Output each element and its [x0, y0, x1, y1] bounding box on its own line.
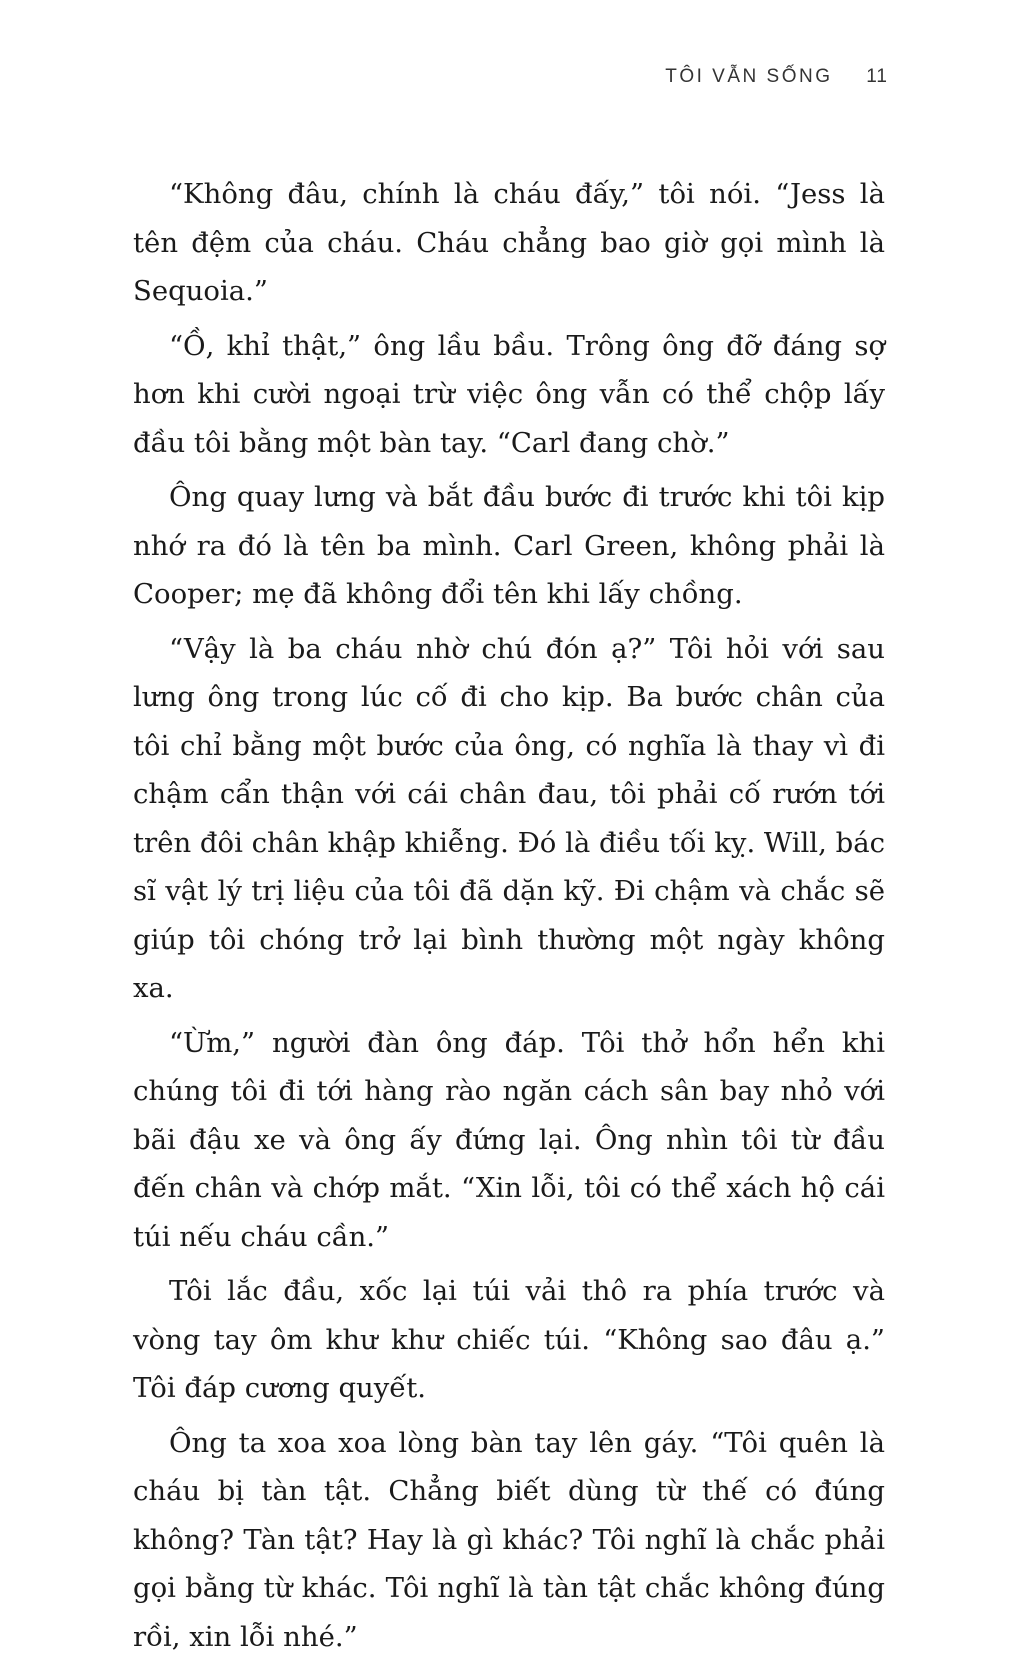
paragraph: Ông ta xoa xoa lòng bàn tay lên gáy. “Tôi quên là cháu bị tàn tật. Chẳng biết dùng từ thế có đúng không? Tàn tật? Hay là gì khác? Tôi nghĩ là chắc phải gọi bằng từ khác. Tôi nghĩ là tàn tật chắc không đúng rồi, xin lỗi nhé.” — [133, 1426, 885, 1653]
page-number: 11 — [866, 66, 888, 87]
paragraph: “Ừm,” người đàn ông đáp. Tôi thở hổn hển khi chúng tôi đi tới hàng rào ngăn cách sân bay nhỏ với bãi đậu xe và ông ấy đứng lại. Ông nhìn tôi từ đầu đến chân và chớp mắt. “Xin lỗi, tôi có thể xách hộ cái túi nếu cháu cần.” — [133, 1026, 885, 1253]
paragraph: “Không đâu, chính là cháu đấy,” tôi nói. “Jess là tên đệm của cháu. Cháu chẳng bao giờ gọi mình là Sequoia.” — [133, 178, 885, 307]
paragraph: Tôi lắc đầu, xốc lại túi vải thô ra phía trước và vòng tay ôm khư khư chiếc túi. “Không sao đâu ạ.” Tôi đáp cương quyết. — [133, 1275, 885, 1404]
paragraph: “Ồ, khỉ thật,” ông lầu bầu. Trông ông đỡ đáng sợ hơn khi cười ngoại trừ việc ông vẫn có thể chộp lấy đầu tôi bằng một bàn tay. “Carl đang chờ.” — [133, 329, 885, 459]
book-title: TÔI VẪN SỐNG — [665, 66, 833, 87]
paragraph: Ông quay lưng và bắt đầu bước đi trước khi tôi kịp nhớ ra đó là tên ba mình. Carl Green, không phải là Cooper; mẹ đã không đổi tên khi lấy chồng. — [133, 481, 885, 610]
running-header — [665, 66, 888, 88]
paragraph: “Vậy là ba cháu nhờ chú đón ạ?” Tôi hỏi với sau lưng ông trong lúc cố đi cho kịp. Ba bước chân của tôi chỉ bằng một bước của ông, có nghĩa là thay vì đi chậm cẩn thận với cái chân đau, tôi phải cố rướn tới trên đôi chân khập khiễng. Đó là điều tối kỵ. Will, bác sĩ vật lý trị liệu của tôi đã dặn kỹ. Đi chậm và chắc sẽ giúp tôi chóng trở lại bình thường một ngày không xa. — [133, 632, 885, 1004]
body-text — [133, 170, 885, 1667]
